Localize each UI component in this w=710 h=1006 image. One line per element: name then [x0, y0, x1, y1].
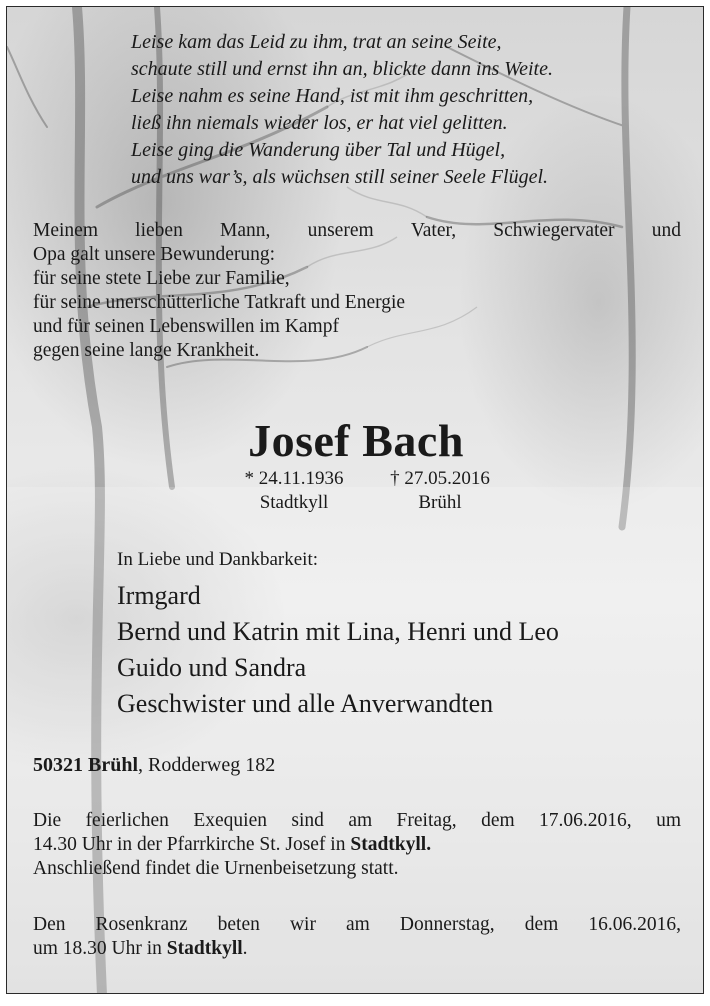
- tribute-line: [33, 219, 681, 243]
- service-line: Anschließend findet die Urnenbeisetzung statt.: [33, 858, 399, 879]
- death-date: † 27.05.2016: [390, 468, 490, 489]
- family-address: [33, 753, 275, 777]
- poem-line: ließ ihn niemals wieder los, er hat viel gelitten.: [131, 112, 508, 134]
- tribute-line: Opa galt unsere Bewunderung:: [33, 244, 276, 265]
- tribute-text: [33, 219, 681, 363]
- poem-line: Leise kam das Leid zu ihm, trat an seine Seite,: [131, 31, 502, 53]
- tribute-word: und: [651, 220, 681, 241]
- rosary-word: Donnerstag,: [399, 914, 495, 935]
- service-word: Die: [33, 810, 62, 831]
- mourner-name: Irmgard: [117, 581, 201, 610]
- rosary-word: wir: [289, 914, 316, 935]
- address-street: , Rodderweg 182: [138, 754, 276, 776]
- tribute-word: Mann,: [220, 220, 271, 241]
- service-word: sind: [291, 810, 324, 831]
- poem-line: und uns war’s, als wüchsen still seiner Seele Flügel.: [131, 166, 549, 188]
- rosary-line: [33, 937, 681, 961]
- service-place: Stadtkyll.: [350, 834, 432, 855]
- mourners-lead: In Liebe und Dankbarkeit:: [117, 549, 319, 570]
- rosary-word: beten: [217, 914, 260, 935]
- service-word: Freitag,: [396, 810, 457, 831]
- tribute-word: Meinem: [33, 220, 98, 241]
- obituary-card: [6, 6, 704, 994]
- address-city: 50321 Brühl: [33, 754, 139, 776]
- rosary-line: [33, 913, 681, 937]
- rosary-text: .: [242, 938, 248, 959]
- mourner-name: Geschwister und alle Anverwandten: [117, 689, 494, 718]
- life-dates: [229, 467, 505, 515]
- service-text: 14.30 Uhr in der Pfarrkirche St. Josef in: [33, 834, 351, 855]
- tribute-line: und für seinen Lebenswillen im Kampf: [33, 316, 339, 337]
- service-word: um: [656, 810, 681, 831]
- service-word: Exequien: [193, 810, 267, 831]
- tribute-line: gegen seine lange Krankheit.: [33, 340, 260, 361]
- poem-line: Leise ging die Wanderung über Tal und Hügel,: [131, 139, 506, 161]
- rosary-word: am: [345, 914, 370, 935]
- tribute-word: lieben: [135, 220, 183, 241]
- mourner-name: Guido und Sandra: [117, 653, 307, 682]
- rosary-word: dem: [524, 914, 559, 935]
- service-line: [33, 809, 681, 833]
- mourner-name: Bernd und Katrin mit Lina, Henri und Leo: [117, 617, 559, 646]
- tribute-line: für seine unerschütterliche Tatkraft und Energie: [33, 292, 406, 313]
- rosary-notice: [33, 913, 681, 961]
- service-word: am: [348, 810, 373, 831]
- death-place: Brühl: [418, 492, 462, 513]
- poem: [131, 29, 691, 191]
- rosary-word: 16.06.2016,: [588, 914, 681, 935]
- tribute-word: Schwiegervater: [493, 220, 615, 241]
- service-word: feierlichen: [85, 810, 169, 831]
- rosary-word: Den: [33, 914, 66, 935]
- rosary-text: um 18.30 Uhr in: [33, 938, 167, 959]
- rosary-place: Stadtkyll: [166, 938, 243, 959]
- tribute-line: für seine stete Liebe zur Familie,: [33, 268, 290, 289]
- tribute-word: Vater,: [410, 220, 457, 241]
- tribute-word: unserem: [307, 220, 374, 241]
- birth-date: * 24.11.1936: [244, 468, 344, 489]
- poem-line: schaute still und ernst ihn an, blickte dann ins Weite.: [131, 58, 553, 80]
- rosary-word: Rosenkranz: [95, 914, 188, 935]
- service-line: [33, 833, 681, 857]
- service-word: 17.06.2016,: [539, 810, 632, 831]
- mourners-list: [117, 548, 559, 722]
- service-word: dem: [481, 810, 515, 831]
- poem-line: Leise nahm es seine Hand, ist mit ihm geschritten,: [131, 85, 534, 107]
- service-notice: [33, 809, 681, 881]
- birth-place: Stadtkyll: [259, 492, 329, 513]
- deceased-name: Josef Bach: [248, 415, 464, 466]
